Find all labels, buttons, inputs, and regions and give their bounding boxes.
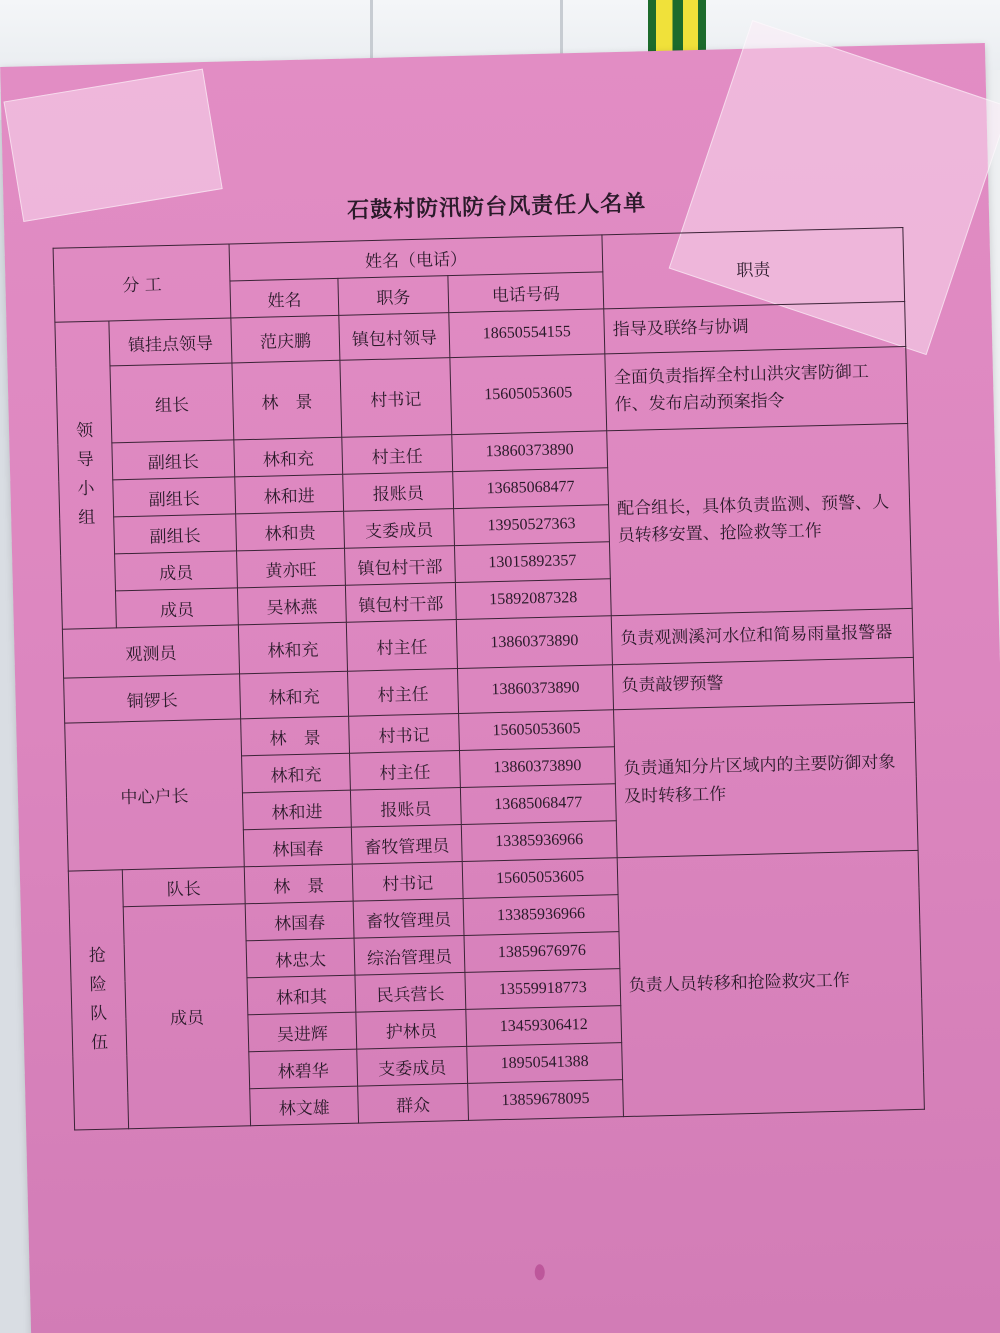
document-title: 石鼓村防汛防台风责任人名单 — [346, 190, 647, 224]
leadership-group-label: 领 导 小 组 — [55, 321, 116, 629]
responsibility-list — [51, 180, 923, 1130]
role-cell: 副组长 — [113, 477, 236, 517]
name-cell: 林和进 — [235, 474, 344, 514]
header-division: 分 工 — [53, 244, 231, 322]
ink-mark — [535, 1264, 545, 1280]
name-cell: 林 景 — [244, 864, 353, 904]
role-cell: 观测员 — [62, 625, 239, 678]
position-cell: 报账员 — [350, 788, 461, 828]
phone-cell: 13559918773 — [465, 969, 621, 1010]
name-cell: 吴林燕 — [237, 585, 346, 625]
role-cell: 成员 — [115, 551, 238, 591]
duty-cell: 负责敲锣预警 — [612, 657, 914, 709]
phone-cell: 13015892357 — [454, 542, 610, 583]
name-cell: 林和充 — [234, 437, 343, 477]
phone-cell: 15605053605 — [462, 858, 618, 899]
phone-cell: 13685068477 — [460, 784, 616, 825]
position-cell: 报账员 — [343, 472, 454, 512]
role-cell: 副组长 — [112, 440, 235, 480]
role-cell: 镇挂点领导 — [109, 318, 232, 366]
phone-cell: 13860373890 — [452, 431, 608, 472]
role-cell: 队长 — [122, 867, 245, 907]
name-cell: 林文雄 — [250, 1086, 359, 1126]
position-cell: 村主任 — [350, 751, 461, 791]
duty-cell: 负责观测溪河水位和简易雨量报警器 — [611, 608, 913, 664]
name-cell: 范庆鹏 — [231, 315, 340, 363]
phone-cell: 13859678095 — [468, 1080, 624, 1121]
phone-cell: 13860373890 — [456, 616, 612, 669]
phone-cell: 13950527363 — [454, 505, 610, 546]
position-cell: 镇包村干部 — [345, 583, 456, 623]
position-cell: 村书记 — [340, 358, 452, 438]
position-cell: 护林员 — [356, 1009, 467, 1049]
name-cell: 林和其 — [247, 975, 356, 1015]
phone-cell: 13859676976 — [464, 932, 620, 973]
header-duty: 职责 — [602, 228, 905, 309]
name-cell: 吴进辉 — [248, 1012, 357, 1052]
name-cell: 林 景 — [232, 360, 342, 440]
name-cell: 黄亦旺 — [237, 548, 346, 588]
duty-cell: 负责人员转移和抢险救灾工作 — [617, 850, 924, 1116]
name-cell: 林和充 — [238, 622, 347, 674]
header-phone: 电话号码 — [448, 272, 604, 313]
phone-cell: 13385936966 — [463, 895, 619, 936]
position-cell: 村主任 — [342, 435, 453, 475]
name-cell: 林和充 — [242, 753, 351, 793]
role-cell: 成员 — [123, 904, 250, 1129]
header-name: 姓名 — [230, 278, 339, 318]
position-cell: 村书记 — [349, 714, 460, 754]
phone-cell: 13459306412 — [466, 1006, 622, 1047]
position-cell: 支委成员 — [344, 509, 455, 549]
name-cell: 林国春 — [243, 827, 352, 867]
role-cell: 成员 — [115, 588, 238, 628]
phone-cell: 15892087328 — [455, 579, 611, 620]
phone-cell: 15605053605 — [450, 354, 607, 435]
role-cell: 铜锣长 — [64, 674, 241, 723]
position-cell: 村主任 — [346, 620, 457, 672]
duty-cell: 全面负责指挥全村山洪灾害防御工作、发布启动预案指令 — [605, 346, 908, 430]
responsibility-table — [53, 227, 925, 1131]
duty-cell: 负责通知分片区域内的主要防御对象及时转移工作 — [614, 702, 919, 857]
name-cell: 林忠太 — [246, 938, 355, 978]
pink-paper-sheet — [0, 43, 1000, 1333]
position-cell: 镇包村领导 — [339, 313, 450, 361]
position-cell: 民兵营长 — [355, 972, 466, 1012]
position-cell: 支委成员 — [357, 1046, 468, 1086]
duty-cell: 配合组长，具体负责监测、预警、人员转移安置、抢险救等工作 — [607, 423, 912, 615]
name-cell: 林 景 — [241, 716, 350, 756]
phone-cell: 18950541388 — [467, 1043, 623, 1084]
position-cell: 综治管理员 — [354, 935, 465, 975]
role-cell: 中心户长 — [65, 719, 245, 871]
position-cell: 村主任 — [348, 669, 459, 717]
role-cell: 组长 — [110, 363, 234, 443]
name-cell: 林国春 — [245, 901, 354, 941]
position-cell: 村书记 — [352, 861, 463, 901]
rescue-group-label: 抢 险 队 伍 — [68, 870, 128, 1130]
position-cell: 畜牧管理员 — [351, 824, 462, 864]
phone-cell: 13385936966 — [461, 821, 617, 862]
duty-cell: 指导及联络与协调 — [604, 302, 906, 354]
phone-cell: 13860373890 — [459, 747, 615, 788]
name-cell: 林和充 — [240, 671, 349, 719]
header-position: 职务 — [338, 276, 449, 316]
phone-cell: 18650554155 — [449, 309, 605, 358]
name-cell: 林和进 — [242, 790, 351, 830]
position-cell: 群众 — [358, 1083, 469, 1123]
name-cell: 林碧华 — [249, 1049, 358, 1089]
position-cell: 镇包村干部 — [345, 546, 456, 586]
role-cell: 副组长 — [114, 514, 237, 554]
header-name-phone: 姓名（电话） — [229, 235, 603, 281]
phone-cell: 15605053605 — [459, 710, 615, 751]
position-cell: 畜牧管理员 — [353, 898, 464, 938]
name-cell: 林和贵 — [236, 511, 345, 551]
phone-cell: 13860373890 — [457, 665, 613, 714]
phone-cell: 13685068477 — [453, 468, 609, 509]
